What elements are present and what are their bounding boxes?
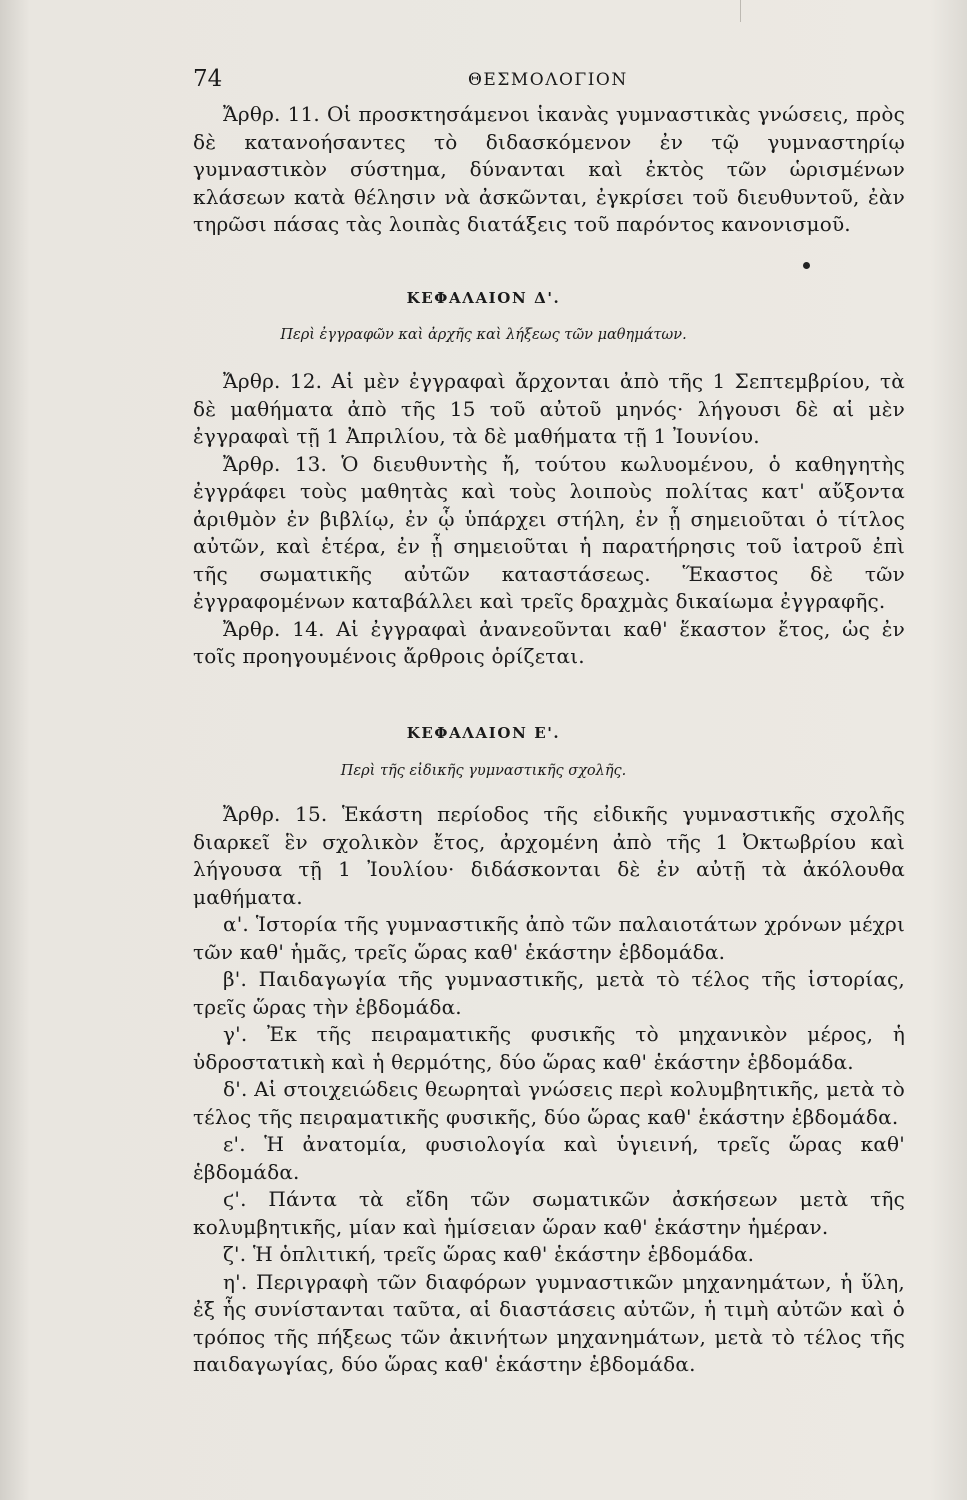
running-title: ΘΕΣΜΟΛΟΓΙΟΝ <box>468 70 628 90</box>
article-15: Ἄρθρ. 15. Ἑκάστη περίοδος τῆς εἰδικῆς γυμναστικῆς σχολῆς διαρκεῖ ἓν σχολικὸν ἔτος, ἀρχομένη ἀπὸ τῆς 1 Ὀκτωβρίου καὶ λήγουσα τῇ 1 Ἰουλίου· διδάσκονται δὲ ἐν αὐτῇ τὰ ἀκόλουθα μαθήματα. <box>193 802 905 909</box>
chapter-e-title: ΚΕΦΑΛΑΙΟΝ Ε'. <box>406 724 561 742</box>
chapter-e-subtitle: Περὶ τῆς εἰδικῆς γυμναστικῆς σχολῆς. <box>340 763 627 779</box>
chapter-d-title: ΚΕΦΑΛΑΙΟΝ Δ'. <box>406 289 561 307</box>
course-item: δ'. Αἱ στοιχειώδεις θεωρηταὶ γνώσεις περὶ κολυμβητικῆς, μετὰ τὸ τέλος τῆς πειραματικῆς φυσικῆς, δύο ὥρας καθ' ἑκάστην ἑβδομάδα. <box>193 1077 905 1129</box>
course-item: η'. Περιγραφὴ τῶν διαφόρων γυμναστικῶν μηχανημάτων, ἡ ὕλη, ἐξ ἧς συνίστανται ταῦτα, αἱ διαστάσεις αὐτῶν, ἡ τιμὴ αὐτῶν καὶ ὁ τρόπος τῆς πήξεως τῶν ἀκινήτων μηχανημάτων, μετὰ τὸ τέλος τῆς παιδαγωγίας, δύο ὥρας καθ' ἑκάστην ἑβδομάδα. <box>193 1269 905 1376</box>
course-item: ζ'. Ἡ ὁπλιτική, τρεῖς ὥρας καθ' ἑκάστην ἑβδομάδα. <box>223 1242 755 1266</box>
page-header <box>193 66 905 96</box>
article-12: Ἄρθρ. 12. Αἱ μὲν ἐγγραφαὶ ἄρχονται ἀπὸ τῆς 1 Σεπτεμβρίου, τὰ δὲ μαθήματα ἀπὸ τῆς 15 τοῦ αὐτοῦ μηνός· λήγουσι δὲ αἱ μὲν ἐγγραφαὶ τῇ 1 Ἀπριλίου, τὰ δὲ μαθήματα τῇ 1 Ἰουνίου. <box>193 369 905 448</box>
article-13: Ἄρθρ. 13. Ὁ διευθυντὴς ἤ, τούτου κωλυομένου, ὁ καθηγητὴς ἐγγράφει τοὺς μαθητὰς καὶ τοὺς λοιποὺς πολίτας κατ' αὔξοντα ἀριθμὸν ἐν βιβλίῳ, ἐν ᾧ ὑπάρχει στήλη, ἐν ᾗ σημειοῦται ὁ τίτλος αὐτῶν, καὶ ἑτέρα, ἐν ᾗ σημειοῦται ἡ παρατήρησις τοῦ ἰατροῦ ἐπὶ τῆς σωματικῆς αὐτῶν καταστάσεως. Ἕκαστος δὲ τῶν ἐγγραφομένων καταβάλλει καὶ τρεῖς δραχμὰς δικαίωμα ἐγγραφῆς. <box>193 451 905 613</box>
course-item: β'. Παιδαγωγία τῆς γυμναστικῆς, μετὰ τὸ τέλος τῆς ἱστορίας, τρεῖς ὥρας τὴν ἑβδομάδα. <box>193 967 905 1019</box>
chapter-d-subtitle: Περὶ ἐγγραφῶν καὶ ἀρχῆς καὶ λήξεως τῶν μαθημάτων. <box>280 327 687 343</box>
course-item: α'. Ἱστορία τῆς γυμναστικῆς ἀπὸ τῶν παλαιοτάτων χρόνων μέχρι τῶν καθ' ἡμᾶς, τρεῖς ὥρας καθ' ἑκάστην ἑβδομάδα. <box>193 912 905 964</box>
course-item: ϛ'. Πάντα τὰ εἴδη τῶν σωματικῶν ἀσκήσεων μετὰ τῆς κολυμβητικῆς, μίαν καὶ ἡμίσειαν ὥραν καθ' ἑκάστην ἡμέραν. <box>193 1187 905 1239</box>
scan-edge-mark <box>740 0 741 22</box>
course-item: γ'. Ἐκ τῆς πειραματικῆς φυσικῆς τὸ μηχανικὸν μέρος, ἡ ὑδροστατικὴ καὶ ἡ θερμότης, δύο ὥρας καθ' ἑκάστην ἑβδομάδα. <box>193 1022 905 1074</box>
page-number: 74 <box>193 66 223 92</box>
article-11-block <box>193 101 905 239</box>
ink-blot <box>803 262 810 269</box>
article-11: Ἄρθρ. 11. Οἱ προσκτησάμενοι ἱκανὰς γυμναστικὰς γνώσεις, πρὸς δὲ κατανοήσαντες τὸ διδασκόμενον ἐν τῷ γυμναστηρίῳ γυμναστικὸν σύστημα, δύνανται καὶ ἐκτὸς τῶν ὡρισμένων κλάσεων κατὰ θέλησιν νὰ ἀσκῶνται, ἐγκρίσει τοῦ διευθυντοῦ, ἐὰν τηρῶσι πάσας τὰς λοιπὰς διατάξεις τοῦ παρόντος κανονισμοῦ. <box>193 102 905 236</box>
chapter-e-body <box>193 801 905 1379</box>
course-item: ε'. Ἡ ἀνατομία, φυσιολογία καὶ ὑγιεινή, τρεῖς ὥρας καθ' ἑβδομάδα. <box>193 1132 905 1184</box>
chapter-d-body <box>193 368 905 671</box>
article-14: Ἄρθρ. 14. Αἱ ἐγγραφαὶ ἀνανεοῦνται καθ' ἕκαστον ἔτος, ὡς ἐν τοῖς προηγουμένοις ἄρθροις ὁρίζεται. <box>193 616 905 668</box>
